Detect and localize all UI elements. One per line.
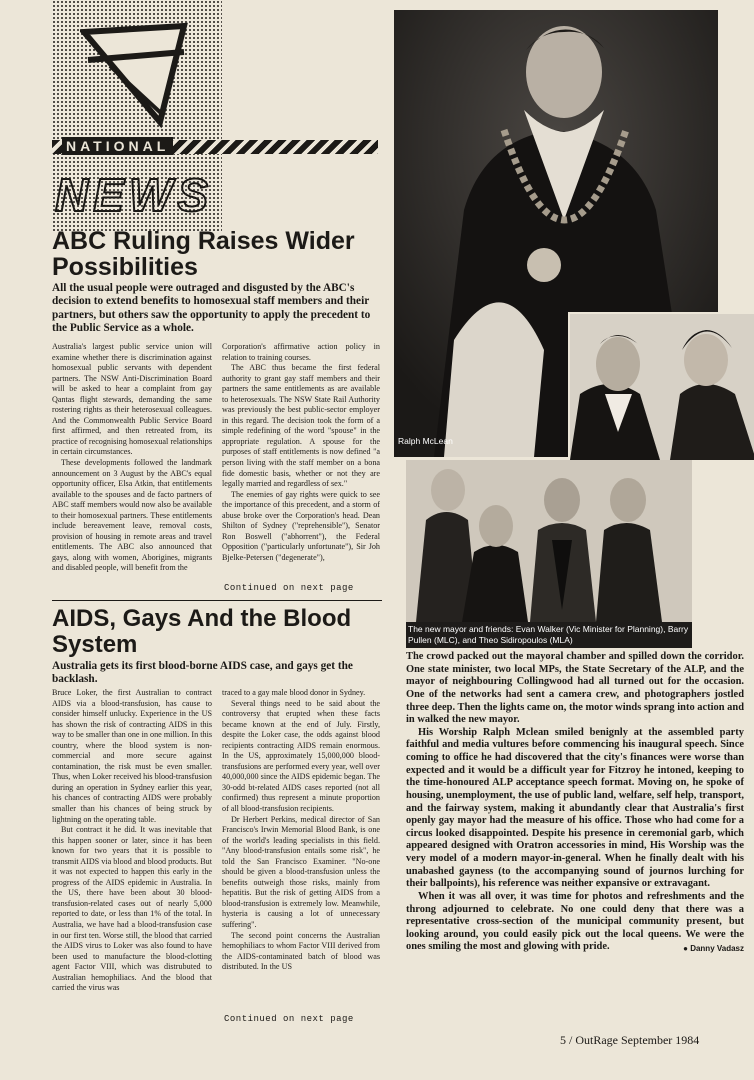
triangle-logo-icon [80, 22, 190, 130]
byline: ● Danny Vadasz [683, 944, 744, 954]
paragraph [406, 891, 744, 954]
article2-dek: Australia gets its first blood-borne AIDS case, and gays get the backlash. [52, 660, 353, 686]
mayor-group-photo [568, 312, 754, 460]
paragraph-text: When it was all over, it was time for photos and refreshments and the throng adjourned to celebrate. No one could deny that there was a representative cross-section of the municipal community present, but looking around, you could easily pick out the local queens. We were the ones smiling the most and glowing with pride. [406, 890, 744, 953]
politicians-group-photo [406, 460, 692, 622]
article1-column-2 [222, 342, 380, 582]
paragraph: The enemies of gay rights were quick to see the importance of this precedent, and a storm of abuse broke over the Corporation's head. Dean Shilton of Sydney ("reprehensible"), Senator Ron Boswell ("abhorrent"), the Federal Opposition ("particularly unfortunate"), Sir Joh Bjelke-Petersen ("degenerate"), [222, 489, 380, 562]
article1-column-1 [52, 342, 212, 598]
photo-caption-portrait: Ralph McLean [398, 436, 453, 446]
article2-continued-link[interactable]: Continued on next page [224, 1014, 354, 1024]
paragraph: The crowd packed out the mayoral chamber and spilled down the corridor. One state minister, two local MPs, the State Secretary of the ALP, and the mayor of neighbouring Collingwood had all turned out for the occasion. One of the networks had sent a camera crew, and photographers jostled three deep. Then the lights came on, the motor winds sprang into action and in walked the new mayor. [406, 651, 744, 726]
article2-headline: AIDS, Gays And the Blood System [52, 605, 352, 658]
mayor-story [406, 651, 744, 954]
paragraph: Australia's largest public service union will examine whether there is discrimination against homosexual public servants with dependent partners. The NSW Anti-Discrimination Board will be asked to hear a complaint from gay Qantas flight stewards, demanding the same rostering rights as their heterosexual colleagues. And the Commonwealth Public Service Board first affirmed, and then retreated from, its practice of recognising homosexual relationships in certain circumstances. [52, 342, 212, 457]
paragraph: These developments followed the landmark announcement on 3 August by the ABC's equal opportunity officer, Elsa Atkin, that entitlements available to the spouses and de facto partners of ABC staff members would now also be available to their homosexual partners. These entitlements include bereavement leave, removal costs, provision of housing in remote areas and travel entitlements. The ABC also announced that gays, along with women, Aborigines, migrants and disabled people, will benefit from the [52, 458, 212, 573]
paragraph: Dr Herbert Perkins, medical director of San Francisco's Irwin Memorial Blood Bank, is one of the world's leading specialists in this field. "Any blood-transfusion entails some risk", he told the San Francisco Examiner. "No-one should be given a blood-transfusion unless the benefits outweigh those risks, mainly from hepatitis. But the risk of getting AIDS from a blood-transfusion is extremely low. Meanwhile, hysteria is causing a lot of unnecessary suffering". [222, 814, 380, 930]
paragraph: The second point concerns the Australian hemophiliacs to whom Factor VIII derived from the AIDS-contaminated batch of blood was distributed. In the US [222, 930, 380, 972]
article1-continued-link[interactable]: Continued on next page [224, 583, 354, 593]
paragraph: Bruce Loker, the first Australian to contract AIDS via a blood-transfusion, has cause to consider himself unlucky. Experience in the US has shown the risk of contracting AIDS in this way to be smaller than one in one million. In this country, where the blood system is non-commercial and more secure against contamination, the risk must be even smaller. Thus, when Loker received his blood-transfusion during an operation in Sydney earlier this year, his chances of contracting AIDS were probably smaller than his chances of being struck by lightning on the operating table. [52, 688, 212, 824]
paragraph: Corporation's affirmative action policy in relation to training courses. [222, 342, 380, 362]
paragraph: Several things need to be said about the controversy that erupted when these facts became known at the end of July. Firstly, despite the Loker case, the odds against blood recipients contracting AIDS remain enormous. In the US, approximately 15,000,000 blood-transfusions are performed every year, well over 40,000,000 since the AIDS epidemic began. The 30-odd bt-related AIDS cases reported (not all confirmed) thus represent a minute proportion of all blood-transfusion recipients. [222, 698, 380, 814]
paragraph: The ABC thus became the first federal authority to grant gay staff members and their partners the same entitlements as are available to heterosexuals. The NSW State Rail Authority was previously the best public-sector employer in this regard. The decision took the form of a simple redefining of the word "spouse" in the appropriate regulation. A spouse for the purposes of staff entitlements is now defined "a person living with the staff member on a bona fide domestic basis, whether or not they are legally married and regardless of sex." [222, 363, 380, 489]
paragraph: His Worship Ralph Mclean smiled benignly at the assembled party faithful and media vultures before commencing his inaugural speech. Since coming to office he had discovered that the city's finances were worse than expected and it would be a difficult year for Fitzroy he intoned, keeping to the time-honoured ALP acceptance speech format. Moving on, he spoke of housing, unemployment, the use of public land, welfare, self help, transport, and the fairway system, making it abundantly clear that Australia's first openly gay mayor had the measure of his office. Those who had come for a circus looked disappointed. Despite his presence in ceremonial garb, which appeared designed with Oratron accessories in mind, His Worship was the very model of a modern mayor-in-general. When he finally dealt with his unabashed gayness (to the accompanying sound of journos lurching for their ballpoints), his reference was neither expansive or extravagant. [406, 726, 744, 890]
page-folio: 5 / OutRage September 1984 [560, 1033, 700, 1047]
article2-column-2 [222, 688, 380, 1012]
paragraph: traced to a gay male blood donor in Sydney. [222, 688, 366, 697]
section-label: NATIONAL [62, 137, 173, 155]
article2-column-1 [52, 688, 212, 1040]
news-wordmark: NEWS [55, 169, 213, 221]
paragraph: But contract it he did. It was inevitable that this happen sooner or later, since it has been known for two years that it is possible to transmit AIDS via blood and blood products. But it was not expected to happen this early in the progress of the AIDS epidemic in Australia. In the US, there have been about 30 blood-transfusion-related cases out of nearly 5,000 reported to date, or less than 1% of the total. In Australia, we have had a blood-transfusion case in our first ten. Worse still, the blood that carried the AIDS virus to Loker was also found to have been used to manufacture the blood-clotting agent Factor VIII, which was distrubuted to Australian hemophiliacs. And the blood that carried the virus was [52, 825, 212, 993]
article1-headline: ABC Ruling Raises Wider Possibilities [52, 227, 355, 281]
photo-caption-group: The new mayor and friends: Evan Walker (Vic Minister for Planning), Barry Pullen (MLC), and Theo Sidiropoulos (MLA) [406, 622, 692, 648]
section-divider [52, 600, 382, 601]
article1-dek: All the usual people were outraged and disgusted by the ABC's decision to extend benefits to homosexual staff members and their partners, but others saw the opportunity to apply the precedent to the Public Service as a whole. [52, 282, 371, 334]
